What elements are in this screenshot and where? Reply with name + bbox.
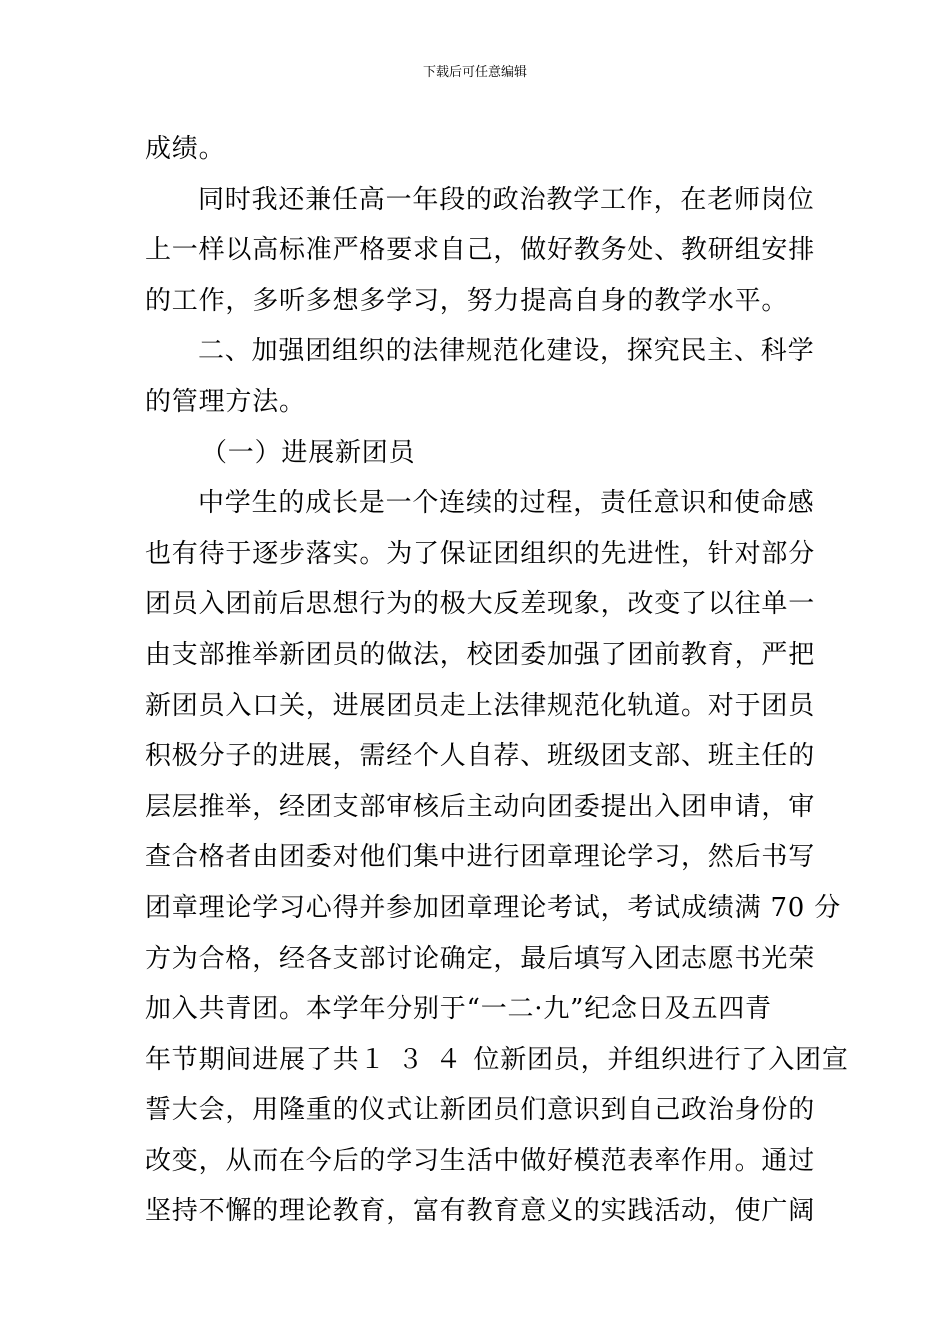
paragraph-line: 也有待于逐步落实。为了保证团组织的先进性，针对部分 xyxy=(145,538,816,569)
paragraph-line: 层层推举，经团支部审核后主动向团委提出入团申请，审 xyxy=(145,791,816,822)
line-text: 位新团员，并组织进行了入团宣 xyxy=(473,1044,849,1075)
paragraph-line: 加入共青团。本学年分别于“一二·九”纪念日及五四青 xyxy=(145,994,772,1025)
paragraph-line: 誓大会，用隆重的仪式让新团员们意识到自己政治身份的 xyxy=(145,1095,816,1126)
section-heading-line: 二、加强团组织的法律规范化建设，探究民主、科学 xyxy=(198,336,815,367)
paragraph-line: 查合格者由团委对他们集中进行团章理论学习，然后书写 xyxy=(145,842,816,873)
paragraph-line: 积极分子的进展，需经个人自荐、班级团支部、班主任的 xyxy=(145,741,816,772)
member-count: １３４ xyxy=(359,1044,474,1075)
line-text: 年节期间进展了共 xyxy=(145,1044,360,1075)
paragraph-line: 中学生的成长是一个连续的过程，责任意识和使命感 xyxy=(198,488,815,519)
paragraph-line: 成绩。 xyxy=(145,134,226,164)
subsection-heading: （一）进展新团员 xyxy=(201,437,416,468)
paragraph-line: 团章理论学习心得并参加团章理论考试，考试成绩满 70 分 xyxy=(145,892,842,923)
paragraph-line: 方为合格，经各支部讨论确定，最后填写入团志愿书光荣 xyxy=(145,943,816,974)
paragraph-line: 上一样以高标准严格要求自己，做好教务处、教研组安排 xyxy=(145,235,816,266)
paragraph-line: 坚持不懈的理论教育，富有教育意义的实践活动，使广阔 xyxy=(145,1196,816,1227)
section-heading-line: 的管理方法。 xyxy=(145,386,306,417)
paragraph-line: 改变，从而在今后的学习生活中做好模范表率作用。通过 xyxy=(145,1145,816,1176)
paragraph-line xyxy=(145,1035,849,1086)
paragraph-line: 的工作，多听多想多学习，努力提高自身的教学水平。 xyxy=(145,285,789,316)
page-header: 下载后可任意编辑 xyxy=(422,65,527,80)
paragraph-line: 同时我还兼任高一年段的政治教学工作，在老师岗位 xyxy=(198,184,815,215)
paragraph-line: 由支部推举新团员的做法，校团委加强了团前教育，严把 xyxy=(145,639,816,670)
document-body xyxy=(145,124,849,1237)
paragraph-line: 团员入团前后思想行为的极大反差现象，改变了以往单一 xyxy=(145,589,816,620)
paragraph-line: 新团员入口关，进展团员走上法律规范化轨道。对于团员 xyxy=(145,690,816,721)
